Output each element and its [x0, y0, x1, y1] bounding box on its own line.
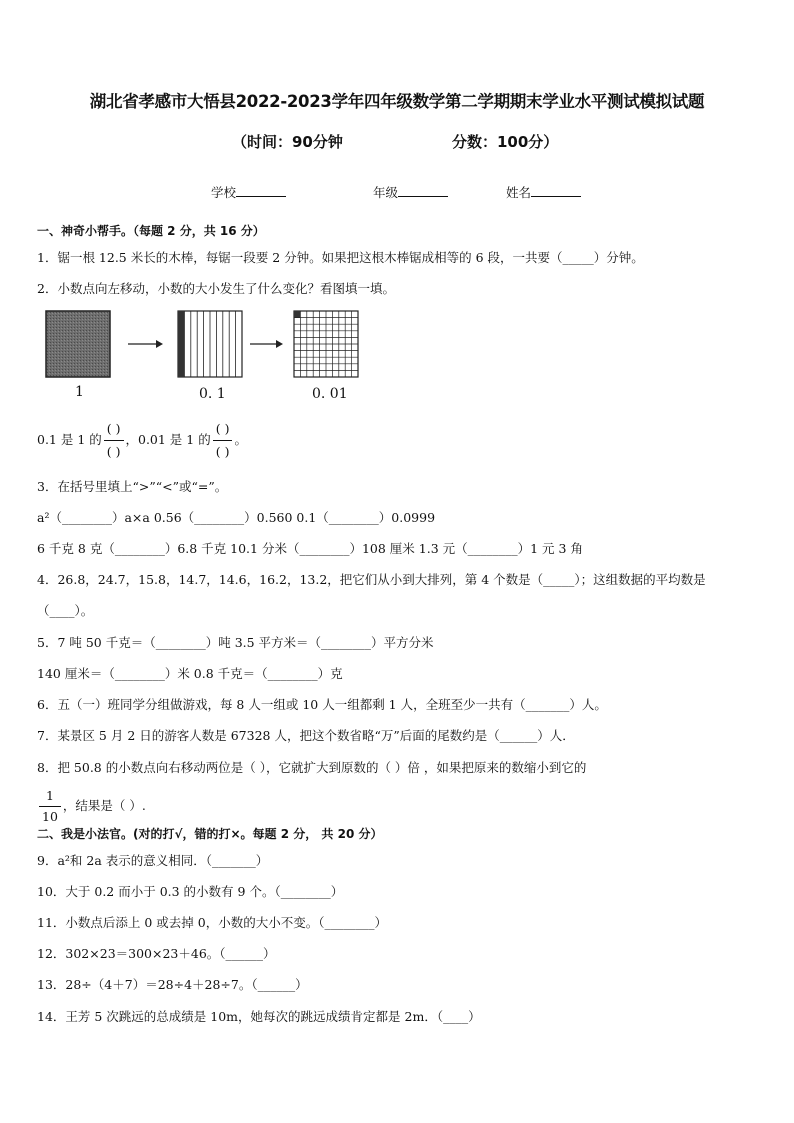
question-4: 4．26.8，24.7，15.8，14.7，14.6，16.2，13.2，把它们从小到大排列，第 4 个数是（_____）；这组数据的平均数是: [37, 572, 706, 587]
question-14: 14．王芳 5 次跳远的总成绩是 10m，她每次的跳远成绩肯定都是 2m．（____）: [37, 1009, 481, 1024]
q2-text-end: 。: [234, 432, 247, 447]
question-10: 10．大于 0.2 而小于 0.3 的小数有 9 个。（________）: [37, 884, 344, 899]
name-blank[interactable]: [531, 184, 581, 197]
exam-score: 分数：100分）: [452, 133, 559, 151]
question-13: 13．28÷（4＋7）＝28÷4＋28÷7。（______）: [37, 977, 308, 992]
question-3: 3．在括号里填上“>”“<”或“=”。: [37, 479, 228, 494]
q8-text: ，结果是（ ）.: [62, 798, 146, 813]
question-11: 11．小数点后添上 0 或去掉 0，小数的大小不变。（________）: [37, 915, 387, 930]
whole-square: [46, 311, 110, 377]
figure-label-whole: 1: [75, 384, 84, 400]
hundredths-square: [294, 311, 358, 377]
grade-blank[interactable]: [398, 184, 448, 197]
question-5-row-2: 140 厘米＝（________）米 0.8 千克＝（________）克: [37, 666, 343, 681]
question-7: 7．某景区 5 月 2 日的游客人数是 67328 人，把这个数省略“万”后面的尾数约是（______）人．: [37, 728, 575, 743]
q2-text-a: 0.1 是 1 的: [37, 432, 102, 447]
question-4-cont: （____）。: [37, 603, 94, 618]
question-2-fill: [37, 418, 247, 463]
school-label: 学校: [211, 185, 237, 200]
question-3-row-1: a²（________）a×a 0.56（________）0.560 0.1（________）0.0999: [37, 510, 436, 525]
arrow-icon: [250, 340, 283, 348]
question-9: 9．a²和 2a 表示的意义相同．（_______）: [37, 853, 269, 868]
fraction-blank[interactable]: $\frac{( )}{( )}$: [213, 418, 233, 463]
name-field: [506, 183, 581, 201]
page-title: 湖北省孝感市大悟县2022-2023学年四年级数学第二学期期末学业水平测试模拟试题: [89, 92, 705, 111]
fraction-one-tenth: $\frac{1}{10}$: [39, 786, 61, 827]
grade-field: [373, 183, 448, 201]
question-8: 8．把 50.8 的小数点向右移动两位是（ ），它就扩大到原数的（ ）倍 ，如果把原来的数缩小到它的: [37, 760, 587, 775]
grade-label: 年级: [373, 185, 399, 200]
question-12: 12．302×23＝300×23＋46。（______）: [37, 946, 276, 961]
section2-heading: 二、我是小法官。(对的打√，错的打×。每题 2 分， 共 20 分）: [37, 827, 383, 841]
question-2: 2．小数点向左移动，小数的大小发生了什么变化？看图填一填。: [37, 281, 395, 296]
question-8-cont: [37, 786, 146, 827]
question-6: 6．五（一）班同学分组做游戏，每 8 人一组或 10 人一组都剩 1 人，全班至少一共有（_______）人。: [37, 697, 607, 712]
school-field: [211, 183, 286, 201]
question-5-row-1: 5．7 吨 50 千克＝（________）吨 3.5 平方米＝（________）平方分米: [37, 635, 434, 650]
exam-time: （时间：90分钟: [232, 133, 343, 151]
q2-text-b: ，0.01 是 1 的: [125, 432, 211, 447]
fraction-blank[interactable]: $\frac{( )}{( )}$: [104, 418, 124, 463]
figure-label-tenth: 0. 1: [199, 386, 226, 402]
decimal-grid-figure: [44, 309, 384, 384]
question-1: 1．锯一根 12.5 米长的木棒，每锯一段要 2 分钟。如果把这根木棒锯成相等的 6 段，一共要（_____）分钟。: [37, 250, 644, 265]
school-blank[interactable]: [236, 184, 286, 197]
question-3-row-2: 6 千克 8 克（________）6.8 千克 10.1 分米（________）108 厘米 1.3 元（________）1 元 3 角: [37, 541, 583, 556]
tenths-square: [178, 311, 242, 377]
section1-heading: 一、神奇小帮手。（每题 2 分，共 16 分）: [37, 224, 265, 238]
figure-label-hundredth: 0. 01: [312, 386, 348, 402]
arrow-icon: [128, 340, 163, 348]
name-label: 姓名: [506, 185, 532, 200]
